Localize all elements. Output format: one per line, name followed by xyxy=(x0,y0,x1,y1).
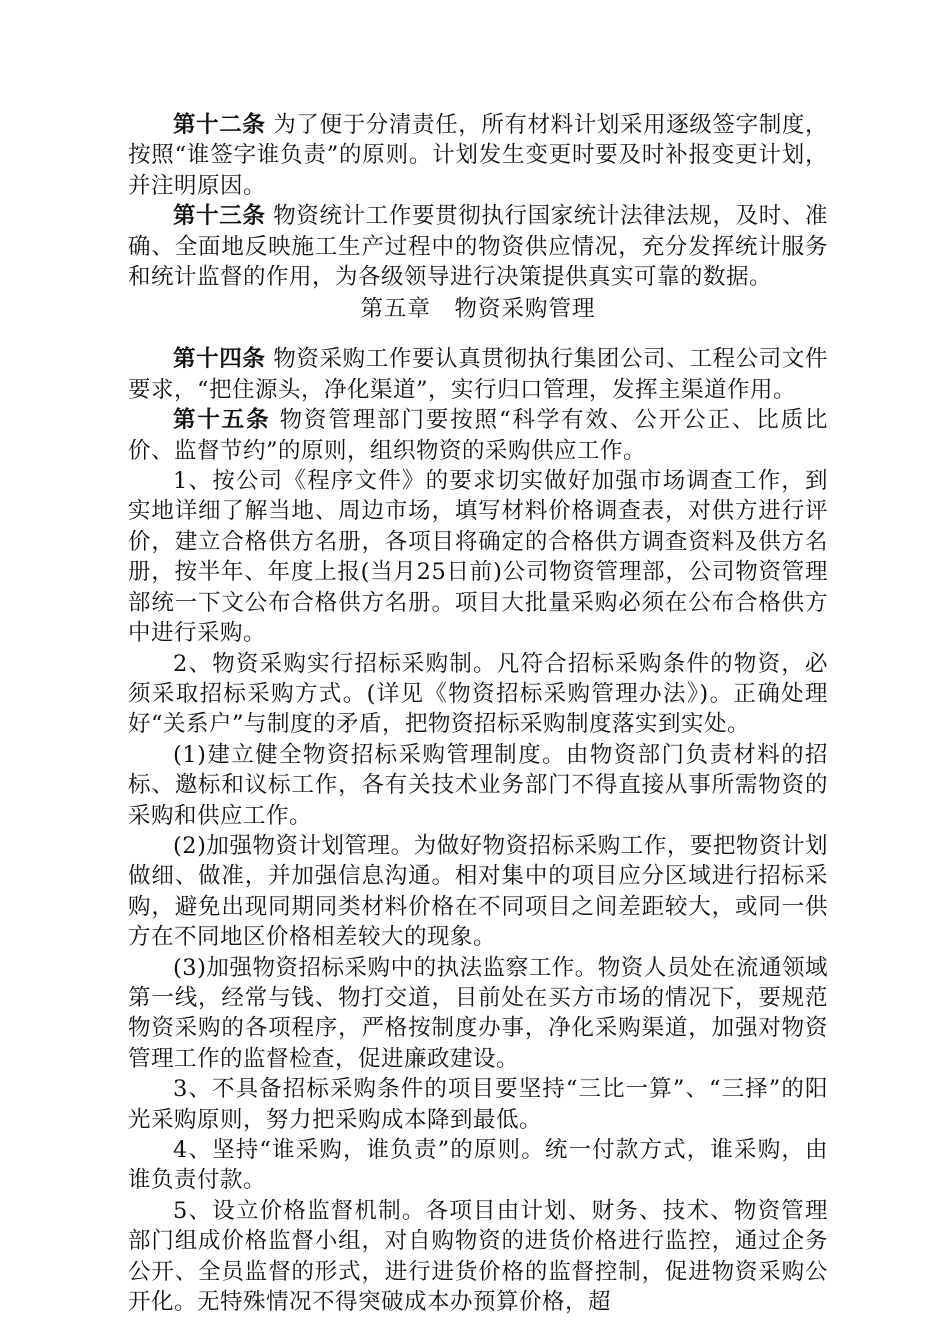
sub-clause-2 xyxy=(128,831,828,953)
clause-1 xyxy=(128,466,828,648)
chapter-title: 第五章 物资采购管理 xyxy=(360,296,596,323)
document-body xyxy=(128,110,828,1317)
article-14 xyxy=(128,344,828,405)
clause-text: 1、按公司《程序文件》的要求切实做好加强市场调查工作，到实地详细了解当地、周边市场，填写材料价格调查表，对供方进行评价，建立合格供方名册，各项目将确定的合格供方调查资料及供方名册，按半年、年度上报(当月25日前)公司物资管理部，公司物资管理部统一下文公布合格供方名册。项目大批量采购必须在公布合格供方中进行采购。 xyxy=(128,468,828,647)
clause-5 xyxy=(128,1196,828,1318)
article-number: 第十四条 xyxy=(173,346,266,373)
clause-text: 3、不具备招标采购条件的项目要坚持“三比一算”、“三择”的阳光采购原则，努力把采购成本降到最低。 xyxy=(128,1076,828,1133)
article-text: 为了便于分清责任，所有材料计划采用逐级签字制度，按照“谁签字谁负责”的原则。计划发生变更时要及时补报变更计划，并注明原因。 xyxy=(128,112,828,199)
clause-2 xyxy=(128,649,828,740)
clause-text: 2、物资采购实行招标采购制。凡符合招标采购条件的物资，必须采取招标采购方式。(详见《物资招标采购管理办法》)。正确处理好“关系户”与制度的矛盾，把物资招标采购制度落实到实处。 xyxy=(128,650,828,738)
article-13 xyxy=(128,201,828,292)
clause-text: (1)建立健全物资招标采购管理制度。由物资部门负责材料的招标、邀标和议标工作，各有关技术业务部门不得直接从事所需物资的采购和供应工作。 xyxy=(128,741,828,829)
clause-text: (2)加强物资计划管理。为做好物资招标采购工作，要把物资计划做细、做准，并加强信息沟通。相对集中的项目应分区域进行招标采购，避免出现同期同类材料价格在不同项目之间差距较大，或同一供方在不同地区价格相差较大的现象。 xyxy=(128,832,828,951)
article-12 xyxy=(128,110,828,201)
article-text: 物资采购工作要认真贯彻执行集团公司、工程公司文件要求，“把住源头，净化渠道”，实行归口管理，发挥主渠道作用。 xyxy=(128,346,828,403)
sub-clause-1 xyxy=(128,740,828,831)
clause-text: 5、设立价格监督机制。各项目由计划、财务、技术、物资管理部门组成价格监督小组，对自购物资的进货价格进行监控，通过企务公开、全员监督的形式，进行进货价格的监督控制，促进物资采购公开化。无特殊情况不得突破成本办预算价格，超 xyxy=(128,1197,828,1316)
article-text: 物资管理部门要按照“科学有效、公开公正、比质比价、监督节约”的原则，组织物资的采购供应工作。 xyxy=(128,407,828,464)
clause-text: (3)加强物资招标采购中的执法监察工作。物资人员处在流通领域第一线，经常与钱、物打交道，目前处在买方市场的情况下，要规范物资采购的各项程序，严格按制度办事，净化采购渠道，加强对物资管理工作的监督检查，促进廉政建设。 xyxy=(128,954,828,1072)
article-number: 第十二条 xyxy=(173,112,266,138)
article-15 xyxy=(128,405,828,466)
article-number: 第十五条 xyxy=(173,407,271,434)
sub-clause-3 xyxy=(128,953,828,1075)
clause-3 xyxy=(128,1074,828,1135)
clause-4 xyxy=(128,1135,828,1196)
article-text: 物资统计工作要贯彻执行国家统计法律法规，及时、准确、全面地反映施工生产过程中的物资供应情况，充分发挥统计服务和统计监督的作用，为各级领导进行决策提供真实可靠的数据。 xyxy=(128,203,828,291)
clause-text: 4、坚持“谁采购，谁负责”的原则。统一付款方式，谁采购，由谁负责付款。 xyxy=(128,1137,828,1194)
article-number: 第十三条 xyxy=(173,203,266,230)
